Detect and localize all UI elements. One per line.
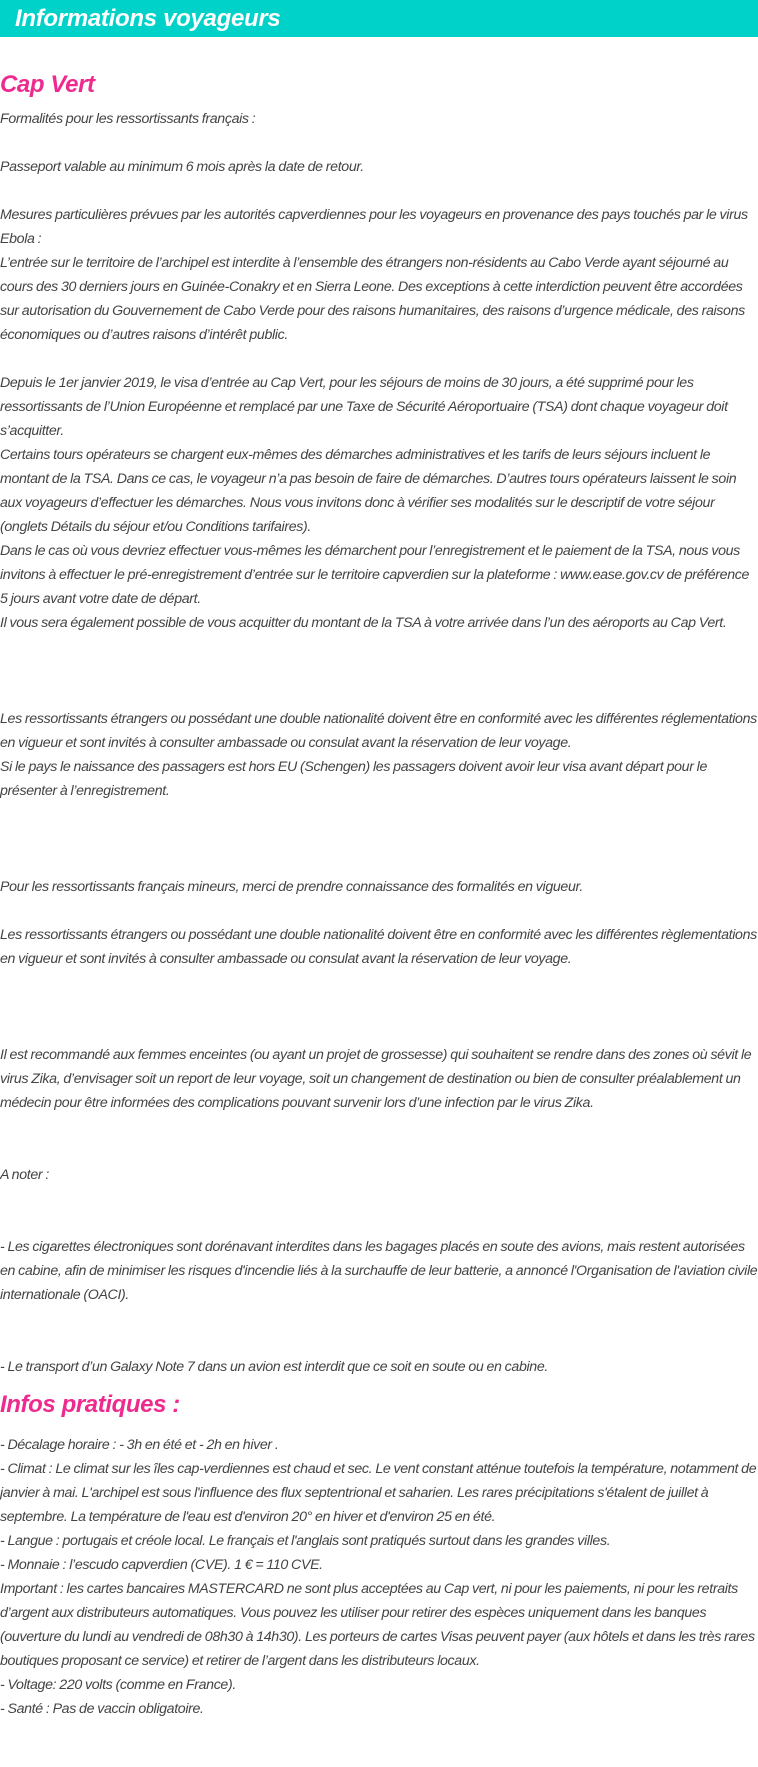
tsa-airport-payment: Il vous sera également possible de vous acquitter du montant de la TSA à votre arrivée dans l’un des aéroports au Cap Vert. xyxy=(0,615,727,631)
ecigarettes-notice: - Les cigarettes électroniques sont dorénavant interdites dans les bagages placés en soute des avions, mais restent autorisées en cabine, afin de minimiser les risques d'incendie liés à la surchauffe de leur batterie, a annoncé l'Organisation de l'aviation civile internationale (OACI). xyxy=(0,1239,758,1303)
spacer xyxy=(0,851,758,875)
page-title: Informations voyageurs xyxy=(15,5,281,32)
spacer xyxy=(0,803,758,827)
galaxy-note-notice: - Le transport d’un Galaxy Note 7 dans un avion est interdit que ce soit en soute ou en cabine. xyxy=(0,1359,548,1375)
spacer xyxy=(0,179,758,203)
ebola-intro: Mesures particulières prévues par les autorités capverdiennes pour les voyageurs en provenance des pays touchés par le virus Ebola : xyxy=(0,207,748,247)
spacer xyxy=(0,1115,758,1139)
info-monnaie: - Monnaie : l’escudo capverdien (CVE). 1 € = 110 CVE. xyxy=(0,1557,323,1573)
spacer xyxy=(0,1139,758,1163)
tsa-intro: Depuis le 1er janvier 2019, le visa d’entrée au Cap Vert, pour les séjours de moins de 30 jours, a été supprimé pour les ressortissants de l’Union Européenne et remplacé par une Taxe de Sécurité Aéroportuaire (TSA) dont chaque voyageur doit s’acquitter. xyxy=(0,375,728,439)
spacer xyxy=(0,971,758,995)
spacer xyxy=(0,1307,758,1331)
passeport-requirement: Passeport valable au minimum 6 mois après la date de retour. xyxy=(0,159,364,175)
non-eu-visa-notice: Si le pays le naissance des passagers est hors EU (Schengen) les passagers doivent avoir leur visa avant départ pour le présenter à l’enregistrement. xyxy=(0,759,708,799)
foreign-nationals-notice-2: Les ressortissants étrangers ou possédant une double nationalité doivent être en conformité avec les différentes règlementations en vigueur et sont invités à consulter ambassade ou consulat avant la réservation de leur voyage. xyxy=(0,927,757,967)
minors-notice: Pour les ressortissants français mineurs, merci de prendre connaissance des formalités en vigueur. xyxy=(0,879,583,895)
info-voltage: - Voltage: 220 volts (comme en France). xyxy=(0,1677,236,1693)
spacer xyxy=(0,1331,758,1355)
spacer xyxy=(0,1211,758,1235)
spacer xyxy=(0,347,758,371)
a-noter-label: A noter : xyxy=(0,1167,49,1183)
spacer xyxy=(0,995,758,1019)
spacer xyxy=(0,683,758,707)
spacer xyxy=(0,1019,758,1043)
tsa-tour-operators: Certains tours opérateurs se chargent eux-mêmes des démarches administratives et les tarifs de leurs séjours incluent le montant de la TSA. Dans ce cas, le voyageur n’a pas besoin de faire de démarches. D’autres tours opérateurs laissent le soin aux voyageurs d’effectuer les démarches. Nous vous invitons donc à vérifier ses modalités sur le descriptif de votre séjour (onglets Détails du séjour et/ou Conditions tarifaires). xyxy=(0,447,737,535)
section-title-infos-pratiques: Infos pratiques : xyxy=(0,1391,180,1418)
content-area xyxy=(0,69,758,1721)
foreign-nationals-notice: Les ressortissants étrangers ou possédant une double nationalité doivent être en conformité avec les différentes réglementations en vigueur et sont invités à consulter ambassade ou consulat avant la réservation de leur voyage. xyxy=(0,711,757,751)
spacer xyxy=(0,635,758,659)
info-important-cartes: Important : les cartes bancaires MASTERCARD ne sont plus acceptées au Cap vert, ni pour les paiements, ni pour les retraits d’argent aux distributeurs automatiques. Vous pouvez les utiliser pour retirer des espèces uniquement dans les banques (ouverture du lundi au vendredi de 08h30 à 14h30). Les porteurs de cartes Visas peuvent payer (aux hôtels et dans les très rares boutiques proposant ce service) et retirer de l’argent dans les distributeurs locaux. xyxy=(0,1581,755,1669)
tsa-self-registration: Dans le cas où vous devriez effectuer vous-mêmes les démarchent pour l’enregistrement et le paiement de la TSA, nous vous invitons à effectuer le pré-enregistrement d’entrée sur le territoire capverdien sur la plateforme : www.ease.gov.cv de préférence 5 jours avant votre date de départ. xyxy=(0,543,750,607)
page-header-bar xyxy=(0,0,758,37)
spacer xyxy=(0,899,758,923)
spacer xyxy=(0,827,758,851)
formalites-intro: Formalités pour les ressortissants français : xyxy=(0,111,256,127)
ebola-detail: L’entrée sur le territoire de l’archipel est interdite à l’ensemble des étrangers non-résidents au Cabo Verde ayant séjourné au cours des 30 derniers jours en Guinée-Conakry et en Sierra Leone. Des exceptions à cette interdiction peuvent être accordées sur autorisation du Gouvernement de Cabo Verde pour des raisons humanitaires, des raisons d’urgence médicale, des raisons économiques ou d’autres raisons d’intérêt public. xyxy=(0,255,745,343)
spacer xyxy=(0,659,758,683)
spacer xyxy=(0,1187,758,1211)
info-climat: - Climat : Le climat sur les îles cap-verdiennes est chaud et sec. Le vent constant atténue toutefois la température, notamment de janvier à mai. L'archipel est sous l'influence des flux septentrional et saharien. Les rares précipitations s'étalent de juillet à septembre. La température de l'eau est d'environ 20° en hiver et d'environ 25 en été. xyxy=(0,1461,757,1525)
section-title-cap-vert: Cap Vert xyxy=(0,71,95,98)
info-sante: - Santé : Pas de vaccin obligatoire. xyxy=(0,1701,204,1717)
info-decalage-horaire: - Décalage horaire : - 3h en été et - 2h en hiver . xyxy=(0,1437,279,1453)
spacer xyxy=(0,131,758,155)
info-langue: - Langue : portugais et créole local. Le français et l'anglais sont pratiqués surtout dans les grandes villes. xyxy=(0,1533,611,1549)
zika-notice: Il est recommandé aux femmes enceintes (ou ayant un projet de grossesse) qui souhaitent se rendre dans des zones où sévit le virus Zika, d’envisager soit un report de leur voyage, soit un changement de destination ou bien de consulter préalablement un médecin pour être informées des complications pouvant survenir lors d’une infection par le virus Zika. xyxy=(0,1047,752,1111)
